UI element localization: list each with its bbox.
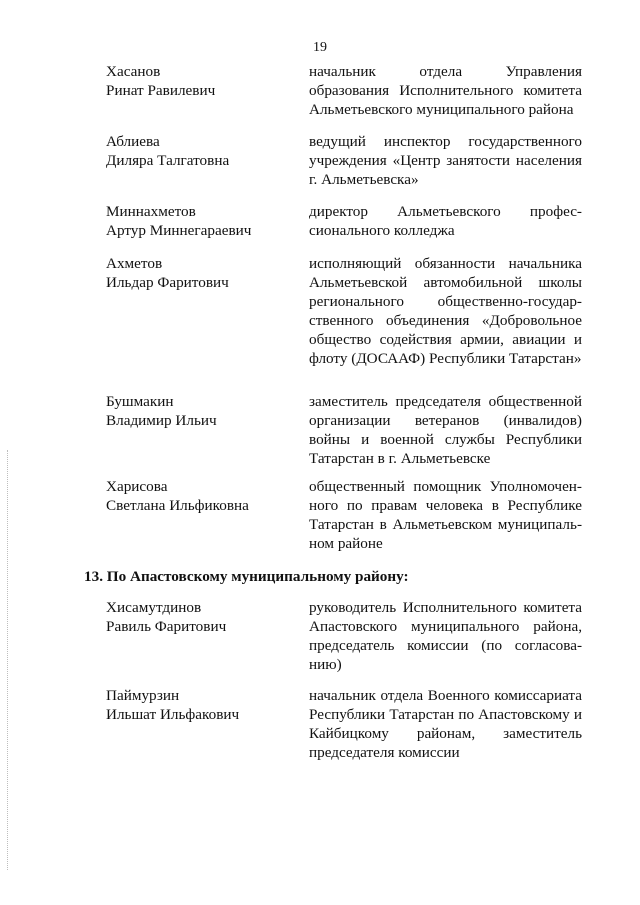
- member-name: [106, 392, 296, 430]
- left-margin-dots: [7, 450, 8, 870]
- member-role: начальник отдела Военного комиссариата Республики Татарстан по Апастовскому и Кайбицкому районам, заместитель председателя комиссии: [309, 687, 582, 761]
- member-role: ведущий инспектор государственного учреждения «Центр занятости населения г. Альметьевска»: [309, 133, 582, 188]
- member-given-name: Ильшат Ильфакович: [106, 706, 240, 723]
- member-name: [106, 62, 296, 100]
- member-name: [106, 202, 296, 240]
- member-role: исполняющий обязанности начальника Альметьевской автомобильной школы регионального общественно-государ-ственного объединения «Добровольное общество содействия армии, авиации и флоту (ДОСААФ) Республики Татарстан»: [309, 255, 582, 367]
- member-given-name: Светлана Ильфиковна: [106, 497, 249, 514]
- member-given-name: Ильдар Фаритович: [106, 274, 229, 291]
- member-role: общественный помощник Уполномочен-ного по правам человека в Республике Татарстан в Альметьевском муниципаль-ном районе: [309, 478, 582, 552]
- member-surname: Паймурзин: [106, 687, 180, 704]
- member-surname: Аблиева: [106, 133, 160, 150]
- member-role: заместитель председателя общественной организации ветеранов (инвалидов) войны и военной службы Республики Татарстан в г. Альметьевске: [309, 393, 582, 467]
- member-surname: Миннахметов: [106, 203, 196, 220]
- member-given-name: Равиль Фаритович: [106, 618, 227, 635]
- member-name: [106, 132, 296, 170]
- member-surname: Харисова: [106, 478, 168, 495]
- member-surname: Ахметов: [106, 255, 163, 272]
- member-surname: Хисамутдинов: [106, 599, 202, 616]
- member-given-name: Владимир Ильич: [106, 412, 217, 429]
- member-given-name: Артур Миннегараевич: [106, 222, 252, 239]
- member-name: [106, 254, 296, 292]
- member-name: [106, 686, 296, 724]
- page-number: 19: [313, 40, 327, 55]
- member-surname: Хасанов: [106, 63, 161, 80]
- section-heading: 13. По Апастовскому муниципальному району:: [84, 568, 409, 585]
- member-role: начальник отдела Управления образования Исполнительного комитета Альметьевского муниципального района: [309, 63, 582, 118]
- member-name: [106, 598, 296, 636]
- member-given-name: Ринат Равилевич: [106, 82, 216, 99]
- member-surname: Бушмакин: [106, 393, 174, 410]
- member-name: [106, 477, 296, 515]
- member-role: руководитель Исполнительного комитета Апастовского муниципального района, председатель комиссии (по согласова-нию): [309, 599, 582, 673]
- member-given-name: Диляра Талгатовна: [106, 152, 230, 169]
- member-role: директор Альметьевского профес-сионального колледжа: [309, 203, 582, 239]
